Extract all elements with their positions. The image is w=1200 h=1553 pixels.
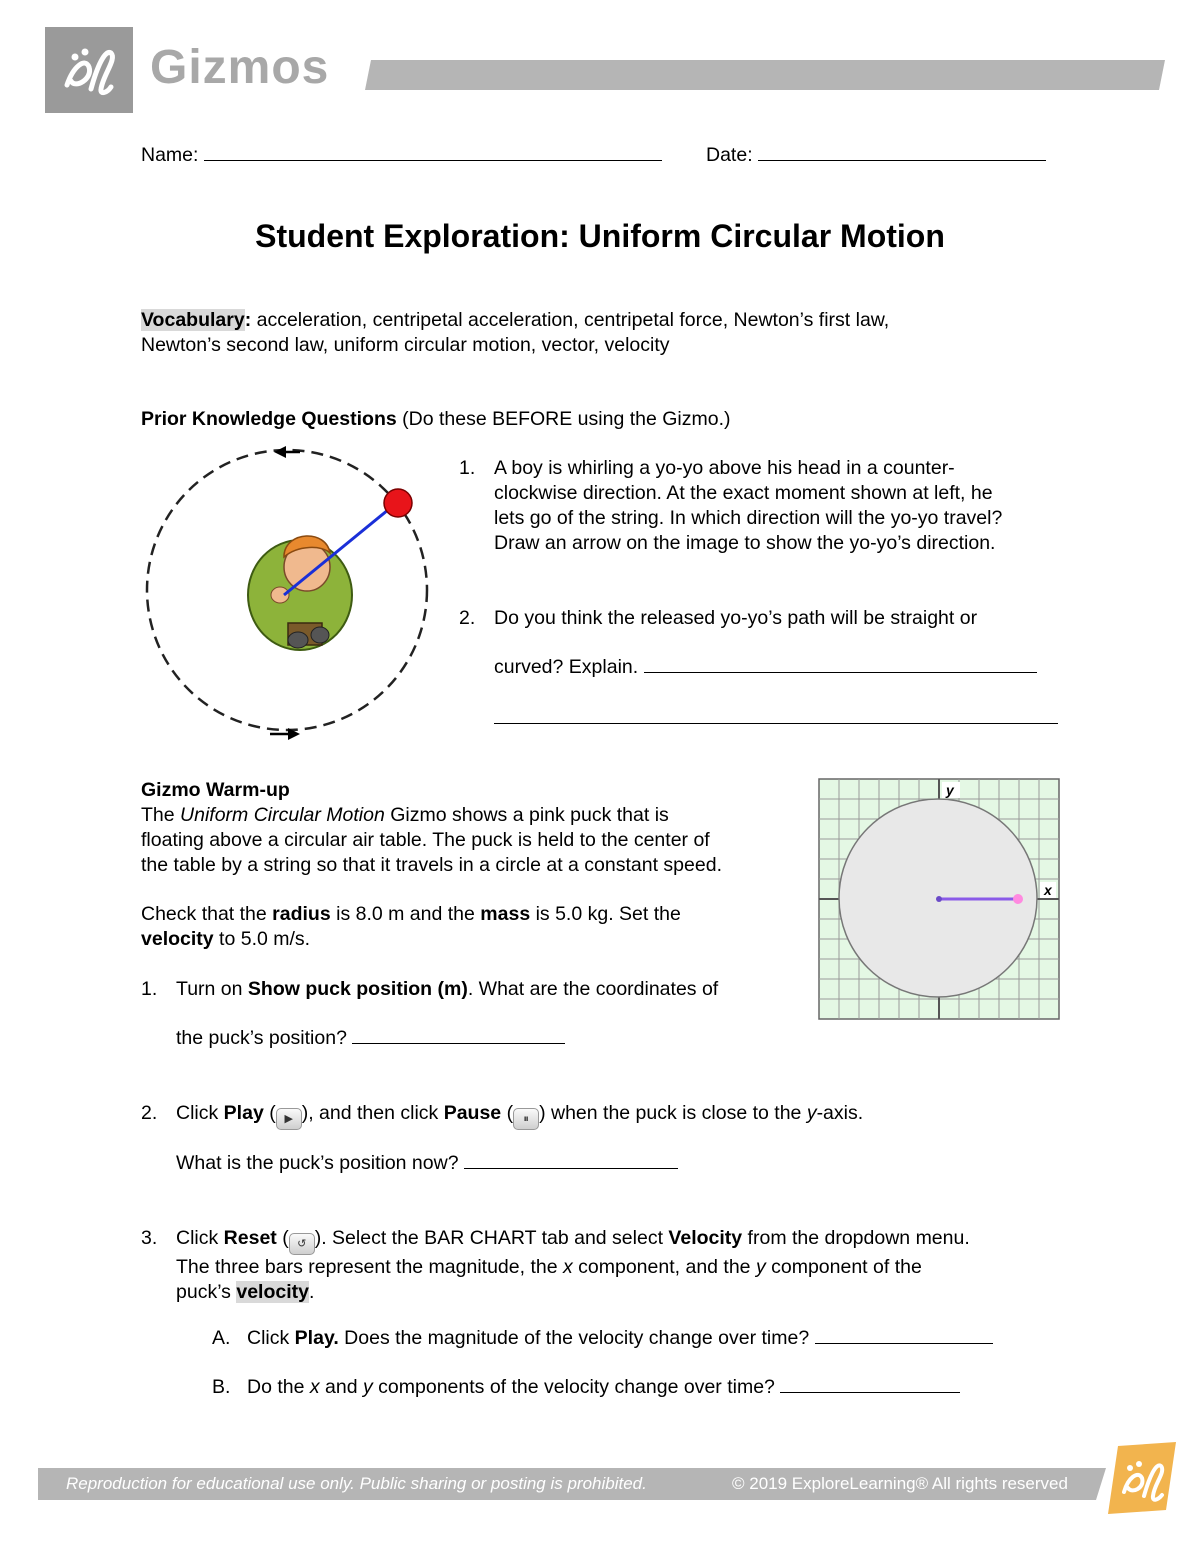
name-field[interactable]: [141, 143, 662, 168]
q2-c: ), and then click: [301, 1102, 444, 1124]
q3-y: y: [755, 1256, 766, 1278]
q3-line3-a: puck’s: [176, 1281, 237, 1303]
q2-e: ) when the puck is close to the: [539, 1102, 807, 1124]
prior-q1-line: A boy is whirling a yo-yo above his head in a counter-: [494, 457, 955, 479]
play-icon: ▶: [276, 1108, 302, 1130]
check-end: to 5.0 m/s.: [213, 928, 311, 950]
prior-q1-number: 1.: [459, 457, 476, 479]
q3-c: ). Select the BAR CHART tab and select: [314, 1227, 669, 1249]
check-velocity: velocity: [141, 928, 214, 950]
q3-x: x: [562, 1256, 573, 1278]
qb-x: x: [309, 1376, 320, 1398]
arrow-top-icon: [274, 446, 300, 458]
q2-f: -axis.: [816, 1102, 864, 1124]
gizmo-name: Uniform Circular Motion: [180, 804, 385, 826]
date-blank[interactable]: [758, 160, 1046, 161]
prior-q1: [494, 456, 1094, 556]
q2-a: Click: [176, 1102, 224, 1124]
q1-line2: the puck’s position?: [176, 1027, 347, 1049]
q3-d: from the dropdown menu.: [742, 1227, 970, 1249]
warmup-check: [141, 902, 801, 952]
qb-a: Do the: [247, 1376, 310, 1398]
warmup-q2: [176, 1101, 863, 1130]
qa-b: Does the magnitude of the velocity change over time?: [338, 1327, 810, 1349]
footer-logo-icon: [1104, 1442, 1180, 1514]
yoyo-ball: [384, 489, 412, 517]
qa-a: Click: [247, 1327, 295, 1349]
warmup-q2-number: 2.: [141, 1102, 158, 1124]
name-label: Name:: [141, 144, 199, 166]
prior-q1-line: Draw an arrow on the image to show the yo-yo’s direction.: [494, 532, 996, 554]
prior-heading-line: [141, 407, 731, 432]
q2-play: Play: [223, 1102, 264, 1124]
q3-line2-c: component of the: [765, 1256, 922, 1278]
warmup-qb-number: B.: [212, 1376, 231, 1398]
vocabulary-section: [141, 308, 1091, 358]
warmup-intro: [141, 778, 801, 878]
prior-q2-blank[interactable]: [644, 672, 1037, 673]
vocabulary-line1: acceleration, centripetal acceleration, centripetal force, Newton’s first law,: [251, 309, 890, 331]
prior-heading: Prior Knowledge Questions: [141, 408, 397, 430]
qb-b: and: [319, 1376, 363, 1398]
qb-y: y: [363, 1376, 373, 1398]
prior-q1-line: clockwise direction. At the exact moment shown at left, he: [494, 482, 993, 504]
q1-bold: Show puck position (m): [247, 978, 468, 1000]
vocabulary-label: Vocabulary: [141, 309, 245, 331]
q2-d: (: [501, 1102, 514, 1124]
vocabulary-line2: Newton’s second law, uniform circular motion, vector, velocity: [141, 334, 670, 356]
check-mid2: is 5.0 kg. Set the: [530, 903, 681, 925]
q3-velocity: Velocity: [668, 1227, 743, 1249]
qa-blank[interactable]: [815, 1343, 993, 1344]
pause-icon: ⏸: [513, 1108, 539, 1130]
prior-note: (Do these BEFORE using the Gizmo.): [396, 408, 731, 430]
warmup-intro-line2: floating above a circular air table. The puck is held to the center of: [141, 829, 710, 851]
q2-y: y: [806, 1102, 817, 1124]
warmup-intro-line3: the table by a string so that it travels in a circle at a constant speed.: [141, 854, 722, 876]
footer-notice: Reproduction for educational use only. Public sharing or posting is prohibited.: [66, 1474, 647, 1493]
reset-icon: ↺: [289, 1233, 315, 1255]
prior-q2-number: 2.: [459, 607, 476, 629]
q3-reset: Reset: [223, 1227, 277, 1249]
q2-line2: What is the puck’s position now?: [176, 1152, 459, 1174]
q3-a: Click: [176, 1227, 224, 1249]
yoyo-illustration: [140, 445, 440, 745]
footer-copyright: © 2019 ExploreLearning® All rights reserved: [732, 1474, 1068, 1493]
qb-blank[interactable]: [780, 1392, 960, 1393]
warmup-q2-answer[interactable]: [176, 1151, 678, 1176]
check-mid1: is 8.0 m and the: [330, 903, 481, 925]
q3-line3-c: .: [308, 1281, 315, 1303]
prior-q1-line: lets go of the string. In which direction will the yo-yo travel?: [494, 507, 1003, 529]
prior-q2-line1: Do you think the released yo-yo’s path will be straight or: [494, 607, 978, 629]
q3-b: (: [276, 1227, 289, 1249]
warmup-heading: Gizmo Warm-up: [141, 779, 290, 801]
warmup-q1-number: 1.: [141, 978, 158, 1000]
name-blank[interactable]: [204, 160, 662, 161]
warmup-q3-number: 3.: [141, 1227, 158, 1249]
qb-c: components of the velocity change over time?: [372, 1376, 775, 1398]
warmup-q1-answer[interactable]: [176, 1026, 565, 1051]
prior-q2-blank-2[interactable]: [494, 723, 1058, 724]
header-band: [365, 60, 1165, 90]
warmup-q3: [176, 1226, 1076, 1305]
warmup-q1: [176, 977, 718, 1002]
explorelearning-logo-icon: [45, 27, 133, 113]
circular-motion-grid: [818, 778, 1060, 1020]
q1-post: . What are the coordinates of: [467, 978, 719, 1000]
q3-line2-b: component, and the: [572, 1256, 756, 1278]
warmup-qa-number: A.: [212, 1327, 231, 1349]
prior-q2-answer[interactable]: [494, 655, 1037, 680]
warmup-qb[interactable]: [247, 1375, 960, 1400]
qa-play: Play.: [294, 1327, 339, 1349]
q3-velocity-highlight: velocity: [236, 1281, 309, 1303]
warmup-intro-pre: The: [141, 804, 181, 826]
brand-name: Gizmos: [150, 41, 330, 94]
warmup-intro-post: Gizmo shows a pink puck that is: [384, 804, 669, 826]
prior-q2-line2: curved? Explain.: [494, 656, 639, 678]
date-label: Date:: [706, 144, 753, 166]
check-mass: mass: [480, 903, 531, 925]
q2-b: (: [263, 1102, 276, 1124]
check-pre: Check that the: [141, 903, 273, 925]
x-axis-label: x: [1044, 882, 1052, 898]
vocabulary-colon: :: [244, 309, 252, 331]
y-axis-label: y: [946, 782, 954, 798]
pink-puck: [1013, 894, 1023, 904]
q1-blank[interactable]: [352, 1043, 565, 1044]
warmup-qa[interactable]: [247, 1326, 993, 1351]
page-title: Student Exploration: Uniform Circular Motion: [255, 218, 945, 254]
q3-line2-a: The three bars represent the magnitude, the: [176, 1256, 563, 1278]
check-radius: radius: [272, 903, 331, 925]
q1-pre: Turn on: [176, 978, 248, 1000]
q2-pause: Pause: [443, 1102, 502, 1124]
q2-blank[interactable]: [464, 1168, 678, 1169]
center-point: [936, 896, 942, 902]
gizmos-logo: [45, 27, 133, 113]
date-field[interactable]: [706, 143, 1046, 168]
